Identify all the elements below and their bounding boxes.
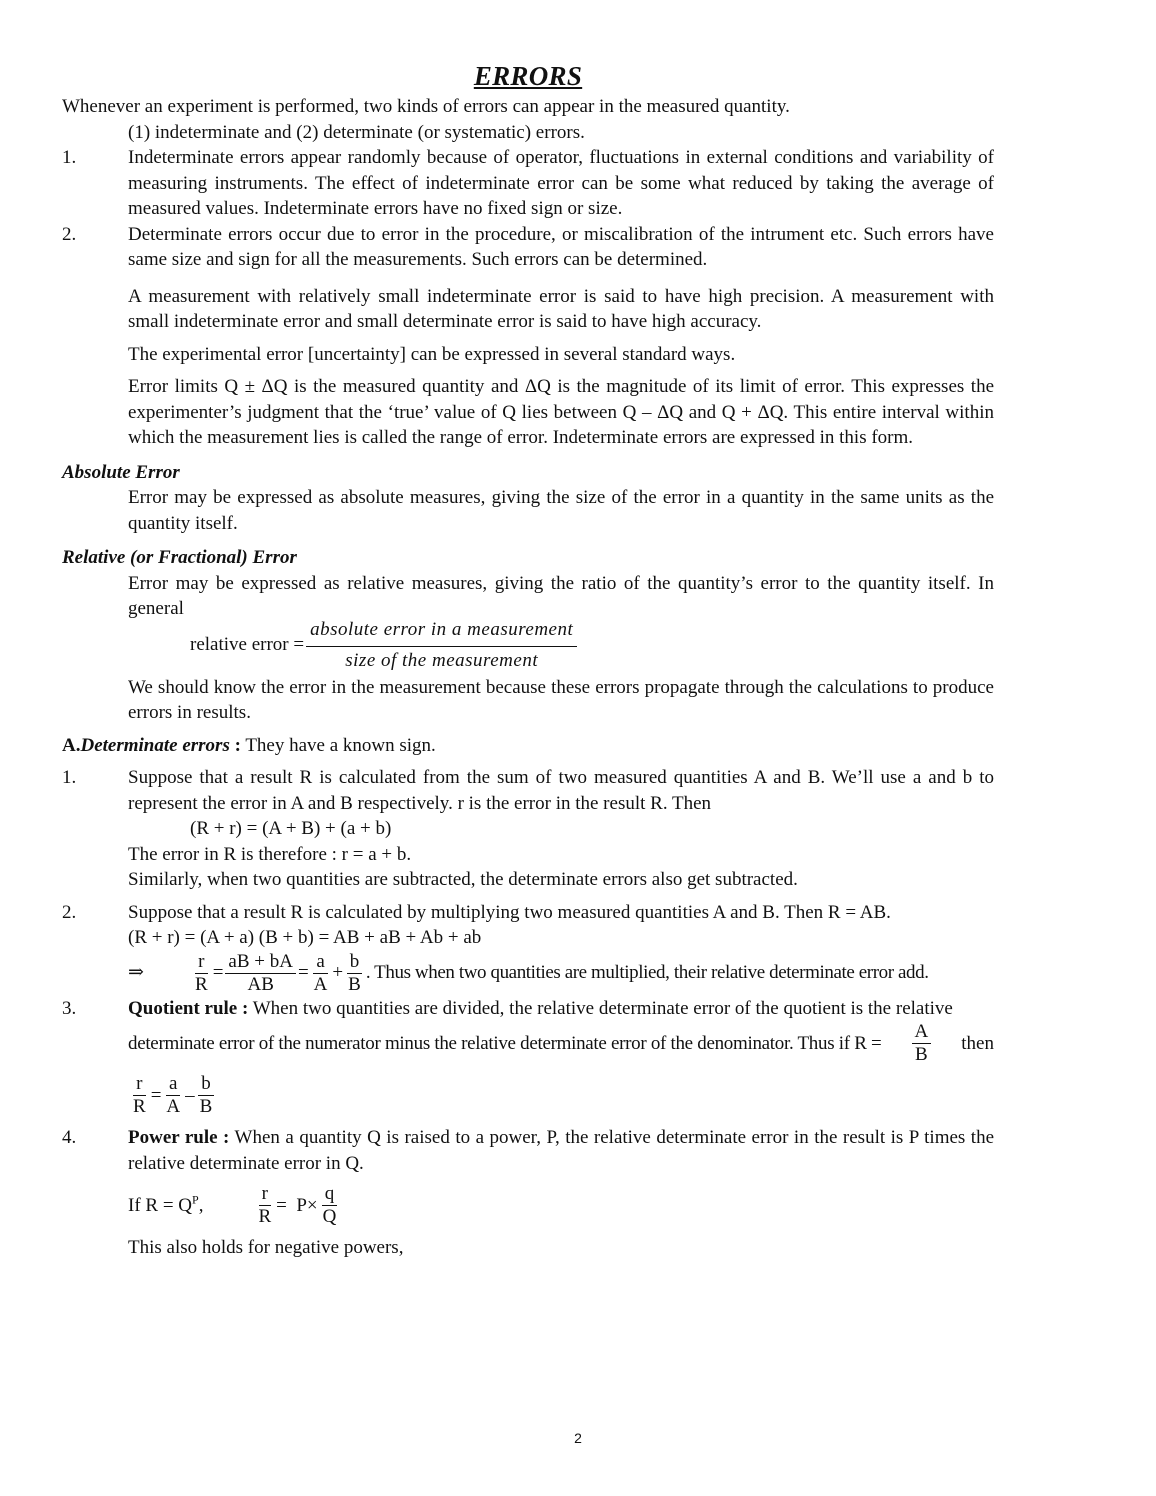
fraction bbox=[197, 1073, 216, 1118]
denominator: Q bbox=[322, 1206, 337, 1227]
if-suffix: , bbox=[198, 1194, 204, 1216]
numerator: b bbox=[347, 951, 363, 974]
rule-product-equation: (R + r) = (A + a) (B + b) = AB + aB + Ab + ab bbox=[128, 927, 482, 948]
exponent: P bbox=[192, 1192, 199, 1207]
section-a-prefix: A. bbox=[62, 734, 81, 756]
then-word: then bbox=[961, 1032, 994, 1054]
list-text: Determinate errors occur due to error in the procedure, or miscalibration of the intrument etc. Such errors have same size and sign for all the measurements. Such errors can be determined. bbox=[128, 223, 994, 270]
rule-product-fraction-line bbox=[62, 951, 994, 996]
denominator: B bbox=[348, 973, 361, 995]
denominator: AB bbox=[247, 973, 274, 995]
relative-error-heading: Relative (or Fractional) Error bbox=[62, 547, 297, 568]
rule-sum bbox=[62, 765, 994, 893]
page-title: ERRORS bbox=[473, 61, 583, 91]
denominator: R bbox=[258, 1206, 272, 1227]
quotient-rule-formula bbox=[128, 1073, 994, 1118]
implies-symbol: ⇒ bbox=[128, 962, 144, 984]
rule-sum-result: The error in R is therefore : r = a + b. bbox=[128, 843, 412, 865]
equals-sign: = bbox=[297, 962, 309, 984]
denominator: A bbox=[166, 1096, 181, 1117]
rule-power bbox=[62, 1125, 994, 1261]
quotient-rule-line bbox=[128, 1021, 994, 1066]
numerator: q bbox=[322, 1183, 338, 1206]
power-rule-text: When a quantity Q is raised to a power, P, the relative determinate error in the result is P times the relative determinate error in Q. bbox=[128, 1127, 995, 1174]
power-rule-formula bbox=[128, 1183, 994, 1228]
rule-quotient bbox=[62, 996, 994, 1119]
fraction bbox=[345, 951, 364, 996]
list-number: 2. bbox=[62, 223, 77, 245]
propagation-paragraph: We should know the error in the measurement because these errors propagate through the calculations to produce errors in results. bbox=[128, 676, 994, 723]
page-number: 2 bbox=[574, 1430, 582, 1446]
fraction bbox=[192, 951, 211, 996]
numerator: r bbox=[133, 1073, 145, 1096]
minus-sign: – bbox=[185, 1084, 195, 1106]
fraction bbox=[130, 1073, 149, 1118]
section-a-colon: : bbox=[229, 734, 241, 756]
list-number: 1. bbox=[62, 147, 77, 168]
rule-product-text: Suppose that a result R is calculated by multiplying two measured quantities A and B. Then R = AB. bbox=[128, 901, 891, 923]
fraction bbox=[225, 951, 296, 996]
denominator: R bbox=[133, 1096, 146, 1117]
denominator: B bbox=[915, 1044, 928, 1065]
rule-sum-equation: (R + r) = (A + B) + (a + b) bbox=[190, 818, 392, 839]
plus-sign: + bbox=[332, 962, 344, 984]
error-limits-paragraph: Error limits Q ± ΔQ is the measured quantity and ΔQ is the magnitude of its limit of error. This expresses the experimenter’s judgment that the ‘true’ value of Q lies between Q – ΔQ and Q + ΔQ. This entire interval within which the measurement lies is called the range of error. Indeterminate errors are expressed in this form. bbox=[128, 376, 994, 448]
list-number: 3. bbox=[62, 997, 77, 1019]
relative-error-formula bbox=[190, 616, 994, 675]
expressed-paragraph: The experimental error [uncertainty] can be expressed in several standard ways. bbox=[128, 343, 736, 365]
formula-label: relative error = bbox=[190, 634, 305, 656]
absolute-error-text: Error may be expressed as absolute measures, giving the size of the error in a quantity in the same units as the quantity itself. bbox=[128, 487, 994, 534]
fraction bbox=[255, 1183, 274, 1228]
rule-sum-text: Suppose that a result R is calculated from the sum of two measured quantities A and B. We’ll use a and b to represent the error in A and B respectively. r is the error in the result R. Then bbox=[128, 767, 994, 814]
numerator: a bbox=[166, 1073, 180, 1096]
times-p: = P× bbox=[276, 1194, 318, 1216]
power-rule-if bbox=[128, 1193, 203, 1219]
intro-paragraph: Whenever an experiment is performed, two kinds of errors can appear in the measured quantity. bbox=[62, 96, 790, 117]
section-a-heading bbox=[62, 733, 994, 759]
denominator: R bbox=[195, 973, 208, 995]
power-rule-final: This also holds for negative powers, bbox=[128, 1237, 404, 1258]
list-text: Indeterminate errors appear randomly because of operator, fluctuations in external conditions and variability of measuring instruments. The effect of indeterminate error can be some what reduced by taking the average of measured values. Indeterminate errors have no fixed sign or size. bbox=[128, 147, 994, 219]
equals-sign: = bbox=[212, 962, 224, 984]
list-item-indeterminate bbox=[62, 145, 994, 222]
intro-kinds: (1) indeterminate and (2) determinate (or systematic) errors. bbox=[128, 121, 585, 143]
numerator: b bbox=[198, 1073, 214, 1096]
list-number: 4. bbox=[62, 1127, 77, 1148]
list-number: 1. bbox=[62, 767, 77, 788]
numerator: r bbox=[195, 951, 207, 974]
section-a-text: They have a known sign. bbox=[240, 734, 436, 756]
formula-denominator: size of the measurement bbox=[345, 649, 539, 671]
document-page bbox=[62, 58, 994, 1261]
quotient-rule-text-2: determinate error of the numerator minus the relative determinate error of the denominator. Thus if R = bbox=[128, 1032, 882, 1054]
rule-product bbox=[62, 900, 994, 951]
absolute-error-heading: Absolute Error bbox=[62, 461, 180, 483]
quotient-rule-label: Quotient rule : bbox=[128, 997, 249, 1019]
denominator: B bbox=[199, 1096, 213, 1117]
numerator: a bbox=[313, 951, 327, 974]
denominator: A bbox=[313, 973, 328, 995]
list-number: 2. bbox=[62, 901, 77, 923]
formula-fraction bbox=[306, 616, 577, 675]
fraction bbox=[163, 1073, 183, 1118]
fraction bbox=[320, 1183, 340, 1228]
numerator: r bbox=[259, 1183, 271, 1206]
fraction bbox=[912, 1021, 932, 1066]
section-a-title: Determinate errors bbox=[80, 734, 230, 756]
fraction bbox=[311, 951, 331, 996]
rule-sum-subtract: Similarly, when two quantities are subtracted, the determinate errors also get subtracted. bbox=[128, 869, 798, 890]
power-rule-label: Power rule : bbox=[128, 1127, 230, 1148]
precision-paragraph: A measurement with relatively small indeterminate error is said to have high precision. A measurement with small indeterminate error and small determinate error is said to have high accuracy. bbox=[128, 285, 994, 332]
if-prefix: If R = Q bbox=[128, 1194, 193, 1216]
relative-error-text: Error may be expressed as relative measures, giving the ratio of the quantity’s error to the quantity itself. In general bbox=[128, 572, 994, 619]
rule-product-conclusion: . Thus when two quantities are multiplied, their relative determinate error add. bbox=[365, 962, 929, 984]
numerator: aB + bA bbox=[225, 951, 296, 974]
numerator: A bbox=[912, 1021, 932, 1044]
equals-sign: = bbox=[150, 1084, 162, 1106]
formula-numerator: absolute error in a measurement bbox=[306, 616, 577, 647]
list-item-determinate bbox=[62, 222, 994, 273]
quotient-rule-text: When two quantities are divided, the relative determinate error of the quotient is the relative bbox=[248, 997, 953, 1019]
